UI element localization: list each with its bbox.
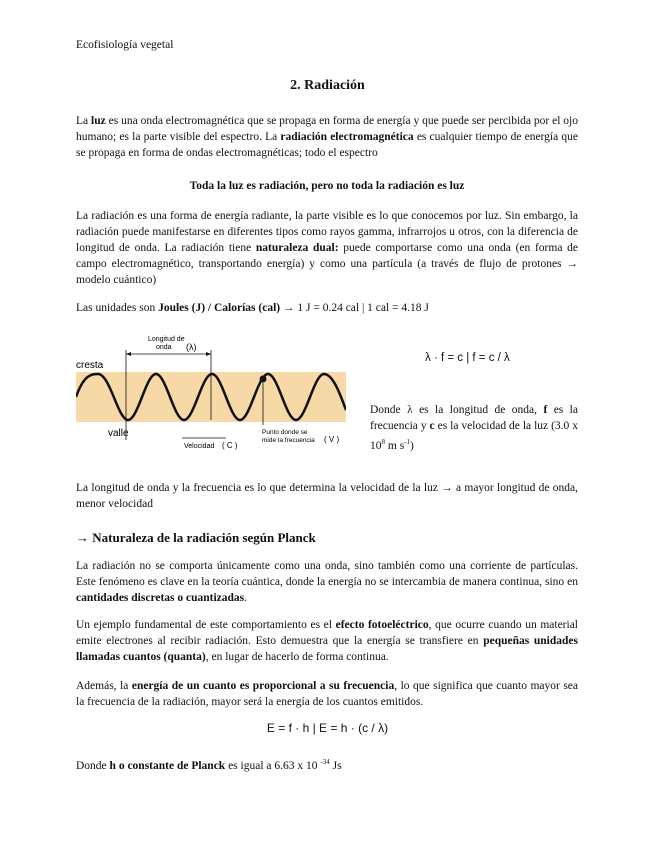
subsection-heading-planck: → Naturaleza de la radiación según Planck: [76, 530, 316, 545]
frequency-point: [260, 376, 267, 383]
section-title: 2. Radiación: [290, 78, 365, 93]
term-cuantos: pequeñas unidades llamadas cuantos (quanta): [76, 635, 579, 663]
wavelength-arrowhead-right: [206, 352, 211, 356]
wave-diagram-svg: [76, 330, 346, 456]
key-statement: Toda la luz es radiación, pero no toda la radiación es luz: [189, 180, 465, 192]
wave-formula: λ · f = c | f = c / λ: [425, 352, 510, 364]
paragraph-light-definition: La luz es una onda electromagnética que se propaga en forma de energía y que puede ser percibida por el ojo humano; es la parte visible del espectro. La radiación electromagnética es cualquier tiempo de energía que se propaga en forma de ondas electromagnéticas; todo el espectro: [76, 115, 578, 159]
planck-formula: E = f · h | E = h · (c / λ): [266, 721, 389, 735]
running-header: Ecofisiología vegetal: [76, 39, 174, 51]
term-naturaleza-dual: naturaleza dual:: [255, 242, 339, 254]
frequency-symbol: ( V ): [324, 435, 340, 444]
wave-diagram: [76, 330, 346, 456]
term-constante-planck: h o constante de Planck: [109, 760, 226, 772]
term-luz: luz: [91, 115, 106, 127]
valley-label: valle: [108, 428, 129, 439]
crest-label: cresta: [76, 360, 104, 371]
term-cantidades-discretas: cantidades discretas o cuantizadas: [76, 592, 245, 604]
wave-formula-explanation: Donde λ es la longitud de onda, f es la frecuencia y c es la velocidad de la luz (3.0 x $10^8$ m $s^{-1}$): [370, 404, 578, 452]
term-energia-cuanto: energía de un cuanto es proporcional a su frecuencia: [131, 680, 395, 692]
paragraph-quantum-energy: Además, la energía de un cuanto es proporcional a su frecuencia, lo que significa que cuanto mayor sea la frecuencia de la radiación, mayor será la energía de los cuantos emitidos.: [76, 680, 579, 708]
term-radiacion-electromagnetica: radiación electromagnética: [280, 131, 414, 143]
term-units: Joules (J) / Calorías (cal): [158, 302, 281, 314]
paragraph-radiation-nature: La radiación es una forma de energía radiante, la parte visible es lo que conocemos por luz. Sin embargo, la radiación puede manifestarse en diferentes tipos como rayos gamma, infrarrojos u otros, con la diferencia de longitud de onda. La radiación tiene naturaleza dual: puede comportarse como una onda (en forma de campo electromagnético, transportando energía) y como una partícula (a través de flujo de protones → modelo cuántico): [76, 210, 578, 286]
term-efecto-fotoelectrico: efecto fotoeléctrico: [335, 619, 429, 631]
frequency-label-1: Punto donde se: [262, 429, 308, 436]
frequency-label-2: mide la frecuencia: [262, 437, 315, 444]
wavelength-arrowhead-left: [126, 352, 131, 356]
wavelength-symbol: (λ): [186, 342, 197, 352]
velocity-label: Velocidad: [184, 443, 215, 450]
units-line: Las unidades son Joules (J) / Calorías (cal) → 1 J = 0.24 cal | 1 cal = 4.18 J: [76, 302, 429, 314]
wavelength-label-2: onda: [156, 344, 172, 351]
paragraph-quantum-theory: La radiación no se comporta únicamente como una onda, sino también como una corriente de partículas. Este fenómeno es clave en la teoría cuántica, donde la energía no se intercambia de manera continua, sino en cantidades discretas o cuantizadas.: [76, 560, 578, 604]
wavelength-label-1: Longitud de: [148, 336, 185, 343]
paragraph-wavelength-speed: La longitud de onda y la frecuencia es lo que determina la velocidad de la luz → a mayor longitud de onda, menor velocidad: [76, 482, 578, 510]
planck-constant-line: Donde h o constante de Planck es igual a 6.63 x 10 $^{-34}$ Js: [76, 758, 342, 772]
paragraph-photoelectric-effect: Un ejemplo fundamental de este comportamiento es el efecto fotoeléctrico, que ocurre cuando un material emite electrones al recibir radiación. Esto demuestra que la energía se transfiere en pequeñas unidades llamadas cuantos (quanta), en lugar de hacerlo de forma continua.: [76, 619, 579, 663]
velocity-symbol: ( C ): [222, 441, 238, 450]
